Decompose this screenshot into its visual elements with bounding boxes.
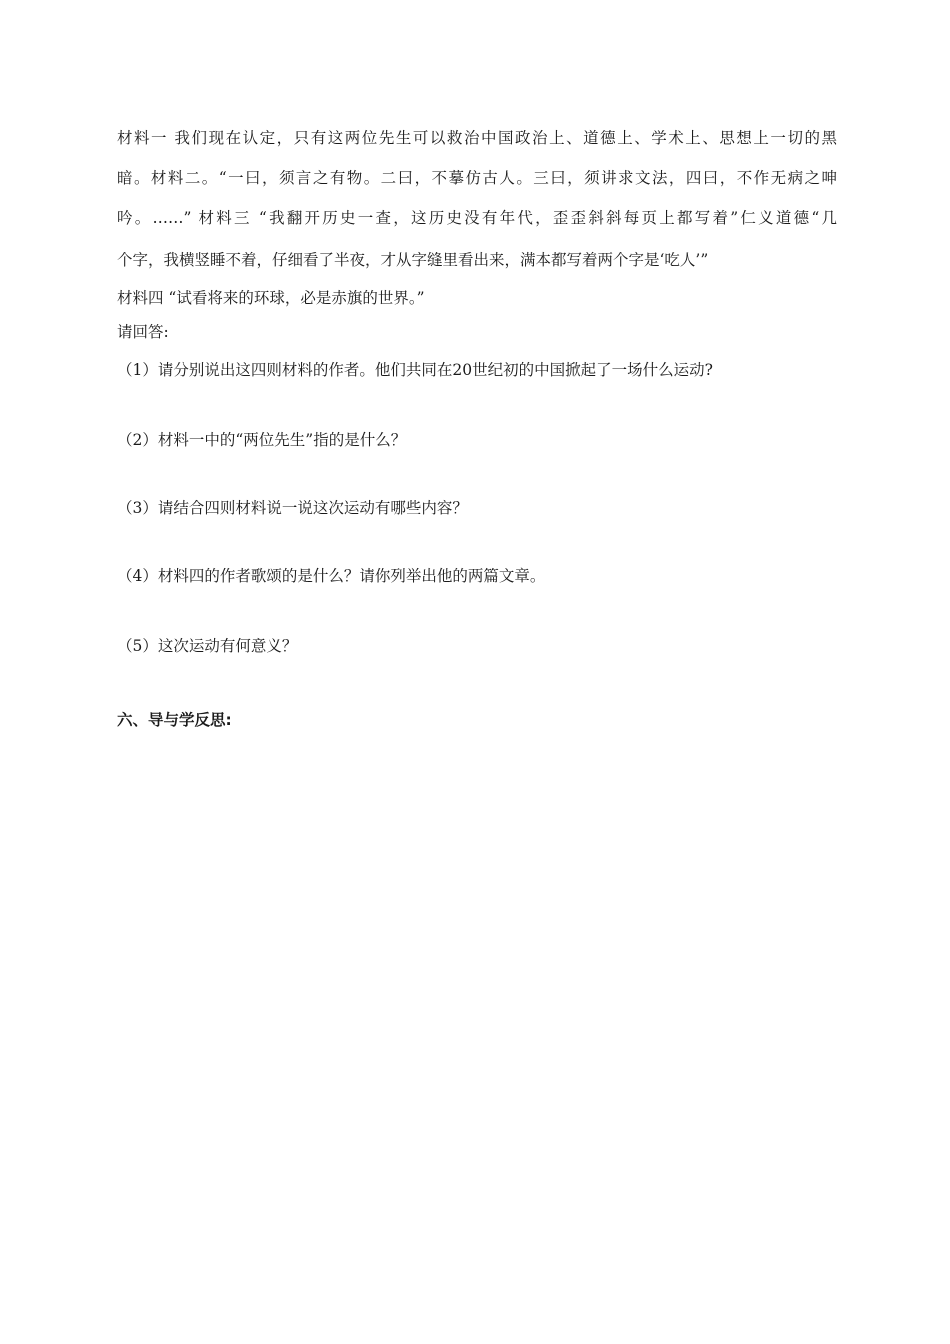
section-heading: 六、导与学反思: <box>117 711 232 729</box>
material-line-2: 暗。材料二。“一曰，须言之有物。二曰，不摹仿古人。三曰，须讲求文法，四曰，不作无病之呻 <box>117 169 837 187</box>
question-4: （4）材料四的作者歌颂的是什么？请你列举出他的两篇文章。 <box>117 567 546 585</box>
question-5: （5）这次运动有何意义？ <box>117 637 298 655</box>
material-line-3: 吟。……” 材料三 “我翻开历史一查，这历史没有年代，歪歪斜斜每页上都写着”仁义道德“几 <box>117 209 837 227</box>
question-1: （1）请分别说出这四则材料的作者。他们共同在20世纪初的中国掀起了一场什么运动? <box>117 361 713 379</box>
answer-prompt: 请回答: <box>117 323 169 341</box>
material-line-1: 材料一 我们现在认定，只有这两位先生可以救治中国政治上、道德上、学术上、思想上一切的黑 <box>117 129 837 147</box>
question-2: （2）材料一中的“两位先生”指的是什么？ <box>117 431 407 449</box>
material-line-4: 个字，我横竖睡不着，仔细看了半夜，才从字缝里看出来，满本都写着两个字是‘吃人’” <box>117 251 709 269</box>
material-line-5: 材料四 “试看将来的环球，必是赤旗的世界。” <box>117 289 425 307</box>
question-3: （3）请结合四则材料说一说这次运动有哪些内容？ <box>117 499 468 517</box>
